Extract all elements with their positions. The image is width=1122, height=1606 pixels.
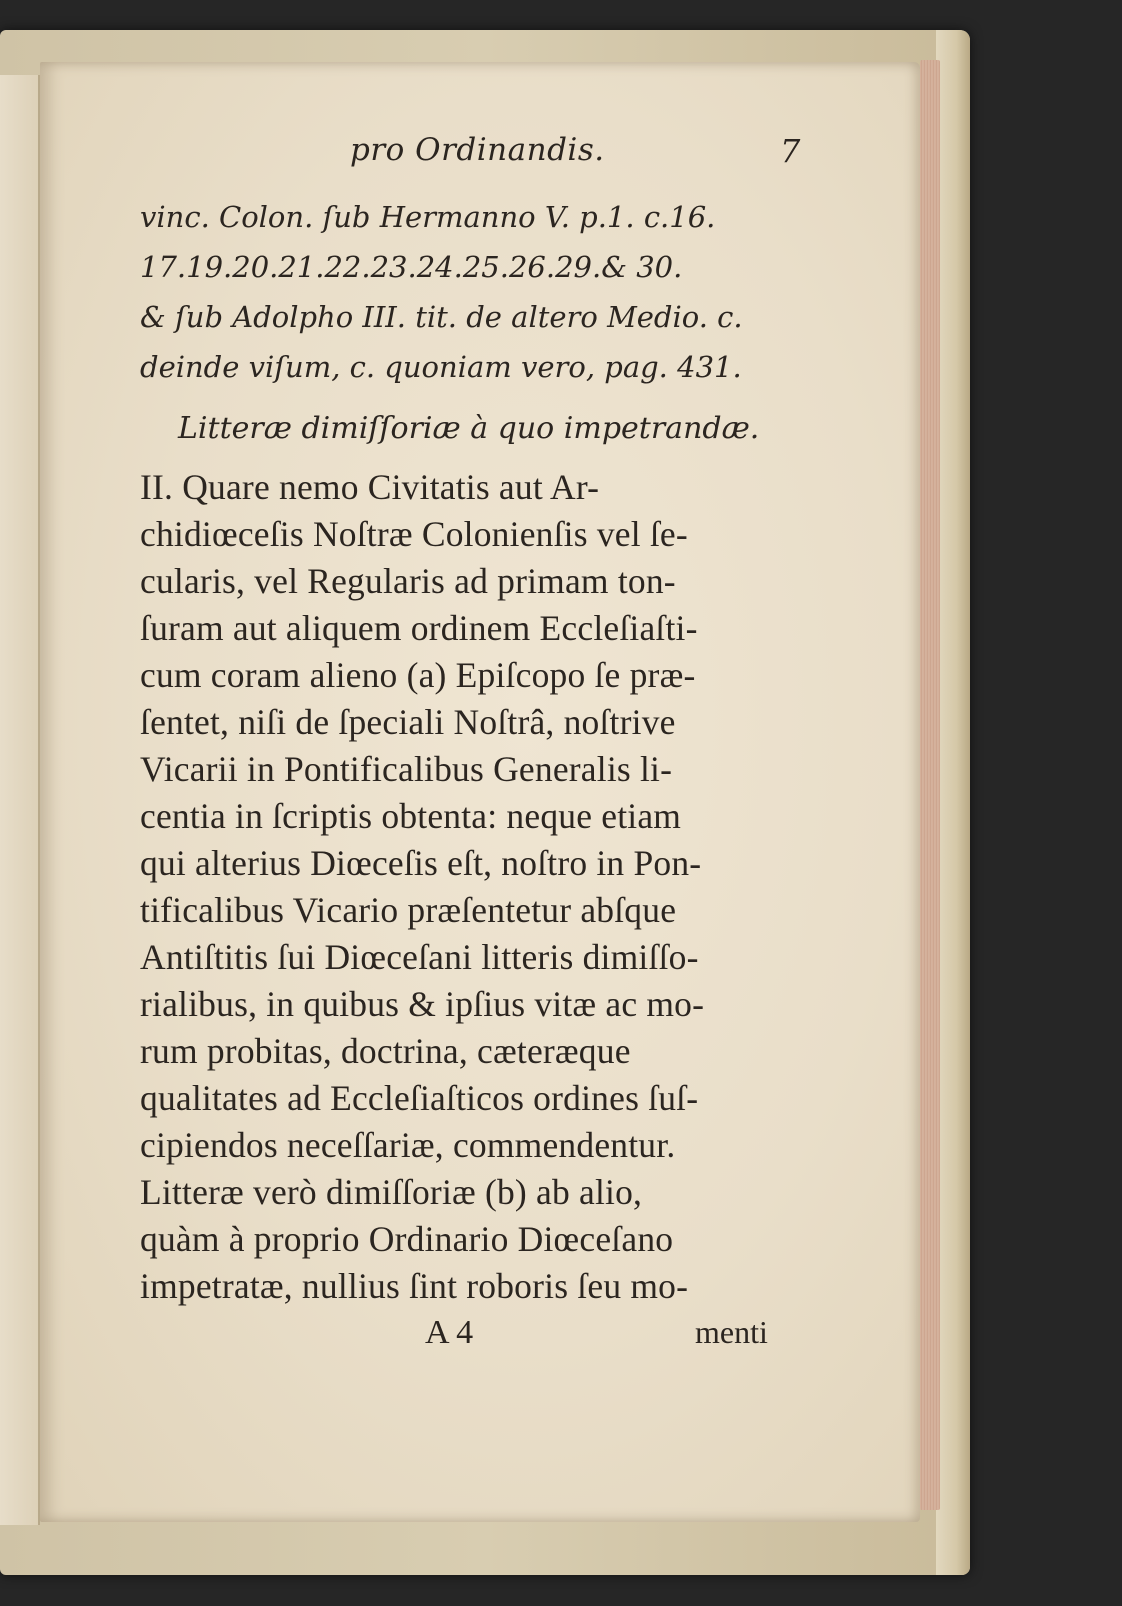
running-title: pro Ordinandis.	[350, 132, 605, 168]
citation-line: & ſub Adolpho III. tit. de altero Medio. c.	[140, 300, 743, 334]
book-page	[40, 62, 920, 1522]
text-block	[140, 132, 855, 1364]
body-paragraph	[140, 464, 855, 1310]
citation-line: vinc. Colon. ſub Hermanno V. p.1. c.16.	[140, 200, 716, 234]
body-line: Litteræ verò dimiſſoriæ (b) ab alio,	[140, 1172, 643, 1212]
body-line: tificalibus Vicario præſentetur abſque	[140, 890, 677, 930]
cover-edge	[936, 30, 970, 1575]
body-line: qui alterius Diœceſis eſt, noſtro in Pon-	[140, 843, 702, 883]
body-line: Antiſtitis ſui Diœceſani litteris dimiſſo-	[140, 937, 699, 977]
body-line: cipiendos neceſſariæ, commendentur.	[140, 1125, 676, 1165]
body-line: rum probitas, doctrina, cæteræque	[140, 1031, 631, 1071]
body-line: ſentet, niſi de ſpeciali Noſtrâ, noſtrive	[140, 702, 676, 742]
body-line: cum coram alieno (a) Epiſcopo ſe præ-	[140, 655, 696, 695]
page-number: 7	[780, 132, 801, 170]
running-head	[140, 132, 855, 192]
signature-mark: A 4	[425, 1314, 474, 1351]
section-heading: Litteræ dimiſſoriæ à quo impetrandæ.	[178, 411, 760, 446]
left-page-margin	[0, 75, 40, 1525]
page-edges	[920, 60, 940, 1510]
body-line: qualitates ad Eccleſiaſticos ordines ſuſ-	[140, 1078, 699, 1118]
body-line: quàm à proprio Ordinario Diœceſano	[140, 1219, 674, 1259]
body-line: impetratæ, nullius ſint roboris ſeu mo-	[140, 1266, 689, 1306]
body-line: centia in ſcriptis obtenta: neque etiam	[140, 796, 682, 836]
citation-paragraph	[140, 192, 855, 392]
body-line: Vicarii in Pontificalibus Generalis li-	[140, 749, 673, 789]
body-line: rialibus, in quibus & ipſius vitæ ac mo-	[140, 984, 705, 1024]
citation-line: 17.19.20.21.22.23.24.25.26.29.& 30.	[140, 250, 683, 284]
catchword: menti	[695, 1314, 768, 1350]
catchline	[140, 1314, 855, 1364]
body-line: II. Quare nemo Civitatis aut Ar-	[140, 467, 600, 507]
citation-line: deinde viſum, c. quoniam vero, pag. 431.	[140, 350, 742, 384]
body-line: cularis, vel Regularis ad primam ton-	[140, 561, 676, 601]
body-line: ſuram aut aliquem ordinem Eccleſiaſti-	[140, 608, 698, 648]
body-line: chidiœceſis Noſtræ Colonienſis vel ſe-	[140, 514, 688, 554]
